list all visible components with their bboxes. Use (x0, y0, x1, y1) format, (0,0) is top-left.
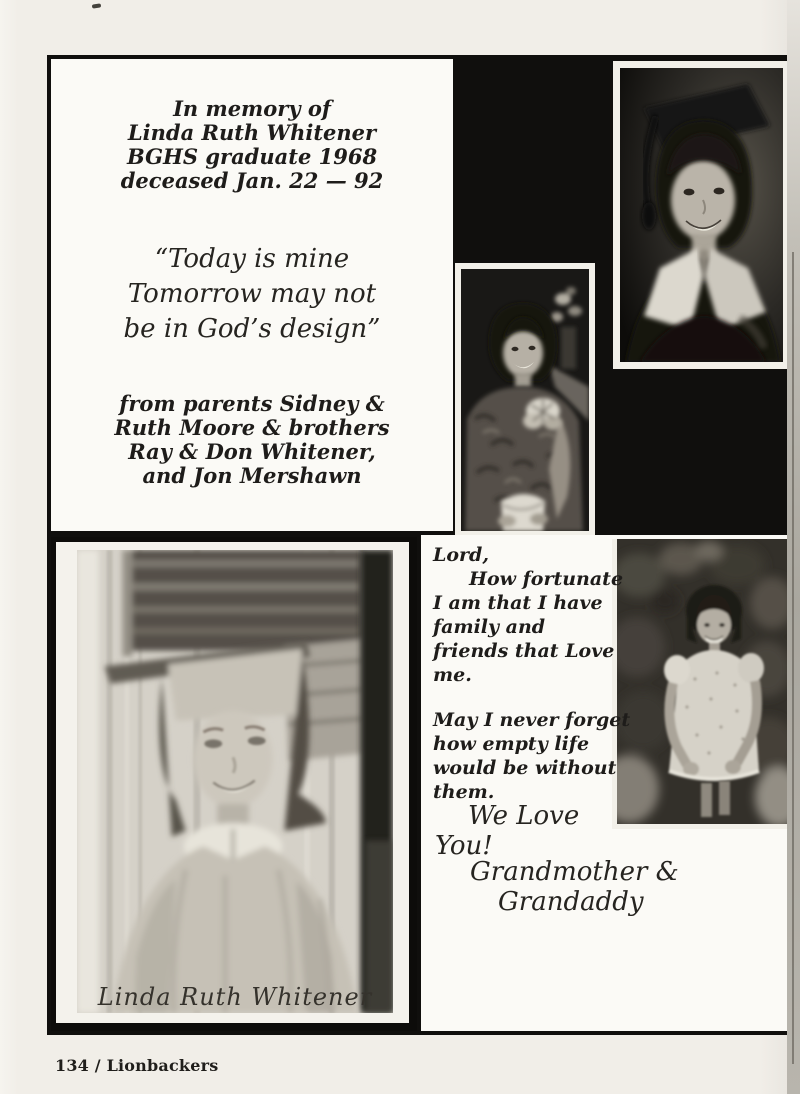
memorial-quote (51, 242, 453, 347)
dedication-block (51, 97, 453, 193)
note-closing (435, 801, 579, 861)
photo-caption: Linda Ruth Whitener (97, 983, 373, 1011)
memorial-text-box (51, 59, 453, 531)
note-line: How fortunate (469, 568, 624, 590)
note-line: I am that I have (433, 592, 603, 614)
note-paragraph-2 (433, 708, 630, 804)
page-gutter-line (792, 252, 794, 1064)
from-family-block (51, 392, 453, 488)
corsage-photo-art (461, 269, 589, 531)
large-portrait-art (77, 550, 393, 1013)
from-line: and Jon Mershawn (142, 463, 362, 488)
note-line: You! (435, 831, 493, 861)
from-line: Ray & Don Whitener, (128, 439, 376, 464)
memorial-layout-frame (47, 55, 790, 1035)
dedication-line: BGHS graduate 1968 (126, 144, 378, 169)
girl-photo-art (617, 539, 790, 824)
note-line: them. (433, 781, 495, 803)
signature-line: Grandaddy (498, 887, 644, 917)
large-graduation-portrait-photo (77, 550, 393, 1013)
woman-with-corsage-photo (455, 263, 595, 537)
note-line: Lord, (433, 544, 489, 566)
signature-line: Grandmother & (470, 857, 679, 887)
note-line: would be without (433, 757, 617, 779)
note-line: family and (433, 616, 546, 638)
graduation-cap-portrait-photo (613, 61, 790, 369)
note-line: May I never forget (433, 709, 631, 731)
quote-line: “Today is mine (154, 244, 350, 274)
note-line: friends that Love (433, 640, 615, 662)
dedication-line: In memory of (173, 96, 331, 121)
grandparents-note-section (421, 535, 790, 1031)
dedication-line: Linda Ruth Whitener (127, 120, 377, 145)
large-photo-frame (51, 537, 417, 1031)
from-line: Ruth Moore & brothers (114, 415, 390, 440)
photo-mat (56, 542, 409, 1023)
page-number-footer: 134 / Lionbackers (55, 1056, 219, 1075)
graduation-portrait-art (620, 68, 783, 362)
note-line: how empty life (433, 733, 590, 755)
quote-line: be in God’s design” (123, 314, 381, 344)
note-line: We Love (468, 801, 580, 831)
note-line: me. (433, 664, 472, 686)
note-signature (435, 857, 679, 917)
dedication-line: deceased Jan. 22 — 92 (120, 168, 384, 193)
from-line: from parents Sidney & (119, 391, 385, 416)
note-paragraph-1 (433, 543, 623, 687)
quote-line: Tomorrow may not (127, 279, 377, 309)
scan-speck (92, 3, 101, 8)
young-girl-in-dress-photo (612, 539, 790, 829)
